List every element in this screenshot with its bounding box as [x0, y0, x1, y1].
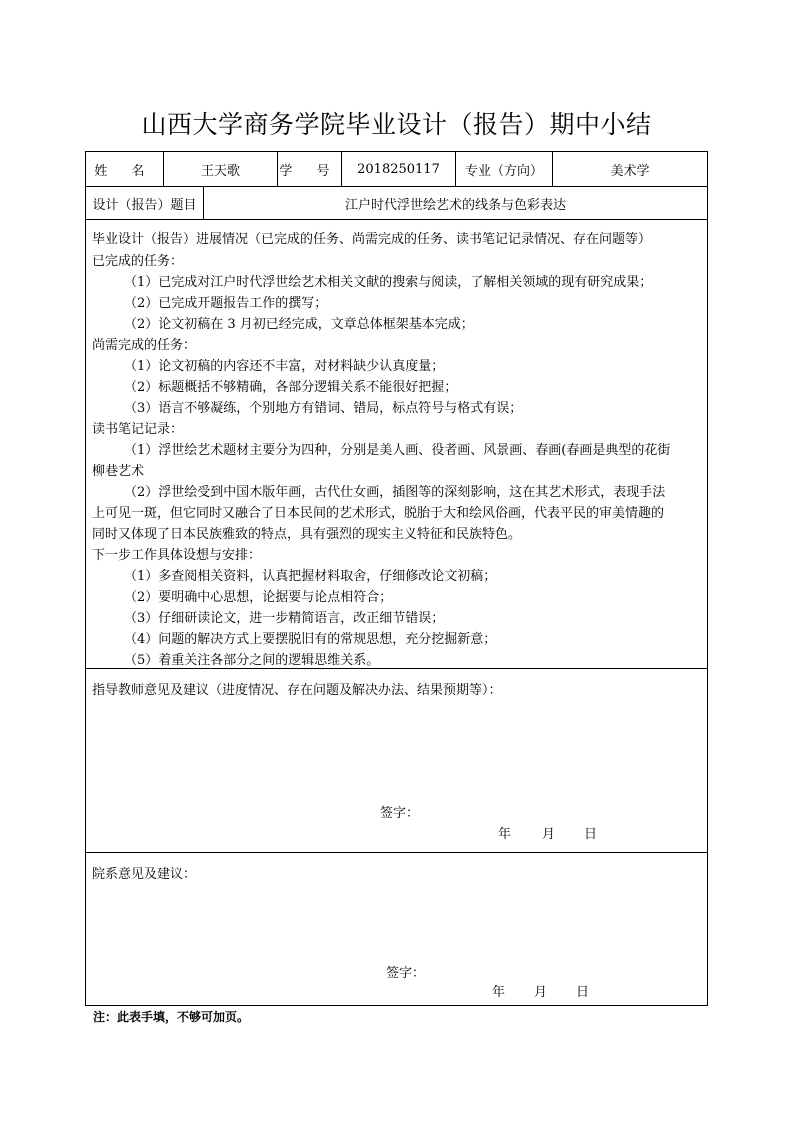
advisor-year: 年	[498, 827, 512, 842]
department-month: 月	[534, 985, 548, 1000]
next-step-item: （5）着重关注各部分之间的逻辑思维关系。	[124, 653, 380, 668]
note-line: （1）浮世绘艺术题材主要分为四种，分别是美人画、役者画、风景画、春画(春画是典型的花街	[124, 443, 671, 458]
pending-item: （3）语言不够凝练，个别地方有错词、错局，标点符号与格式有误；	[124, 401, 523, 416]
advisor-signature-label: 签字：	[380, 806, 420, 821]
report-form	[85, 151, 708, 1006]
next-steps-label: 下一步工作具体设想与安排：	[92, 548, 262, 563]
advisor-day: 日	[584, 827, 598, 842]
department-heading: 院系意见及建议：	[92, 867, 197, 882]
completed-item: （2）论文初稿在 3 月初已经完成，文章总体框架基本完成；	[124, 317, 474, 332]
note-line: （2）浮世绘受到中国木版年画，古代仕女画，插图等的深刻影响，这在其艺术形式，表现手法	[124, 485, 666, 500]
name-label: 姓 名	[86, 152, 164, 186]
notes-label: 读书笔记记录：	[92, 422, 184, 437]
next-step-item: （3）仔细研读论文，进一步精简语言，改正细节错误；	[124, 611, 445, 626]
pending-item: （1）论文初稿的内容还不丰富，对材料缺少认真度量；	[124, 359, 445, 374]
progress-heading: 毕业设计（报告）进展情况（已完成的任务、尚需完成的任务、读书笔记记录情况、存在问题等）	[92, 232, 652, 247]
pending-label: 尚需完成的任务：	[92, 338, 197, 353]
topic-row	[86, 187, 707, 220]
completed-item: （2）已完成开题报告工作的撰写；	[124, 296, 328, 311]
next-step-item: （4）问题的解决方式上要摆脱旧有的常规思想，充分挖掘新意；	[124, 632, 497, 647]
advisor-section[interactable]	[86, 669, 707, 853]
note-line: 同时又体现了日本民族雅致的特点，具有强烈的现实主义特征和民族特色。	[92, 527, 522, 542]
footer-note: 注：此表手填，不够可加页。	[93, 1010, 250, 1024]
info-row	[86, 152, 707, 187]
department-signature-label: 签字：	[386, 966, 426, 981]
progress-section[interactable]	[86, 220, 707, 669]
topic-value[interactable]: 江户时代浮世绘艺术的线条与色彩表达	[344, 197, 566, 213]
name-value[interactable]: 王天歌	[164, 152, 278, 186]
student-id-value[interactable]: 2018250117	[342, 152, 456, 186]
department-year: 年	[492, 985, 506, 1000]
note-line: 柳巷艺术	[92, 464, 145, 479]
department-section[interactable]	[86, 853, 707, 1005]
note-line: 上可见一斑，但它同时又融合了日本民间的艺术形式，脱胎于大和绘风俗画，代表平民的审美情趣的	[92, 506, 665, 521]
next-step-item: （1）多查阅相关资料，认真把握材料取舍，仔细修改论文初稿；	[124, 569, 497, 584]
pending-item: （2）标题概括不够精确，各部分逻辑关系不能很好把握；	[124, 380, 458, 395]
department-day: 日	[576, 985, 590, 1000]
topic-label: 设计（报告）题目	[86, 187, 204, 219]
next-step-item: （2）要明确中心思想，论据要与论点相符合；	[124, 590, 393, 605]
major-value[interactable]: 美术学	[610, 163, 650, 179]
page-title: 山西大学商务学院毕业设计（报告）期中小结	[141, 110, 652, 139]
advisor-month: 月	[542, 827, 556, 842]
student-id-label: 学 号	[278, 152, 342, 186]
completed-item: （1）已完成对江户时代浮世绘艺术相关文献的搜索与阅读，了解相关领域的现有研究成果；	[124, 275, 653, 290]
major-label: 专业（方向）	[456, 152, 553, 186]
completed-label: 已完成的任务：	[92, 254, 184, 269]
advisor-heading: 指导教师意见及建议（进度情况、存在问题及解决办法、结果预期等）：	[92, 683, 502, 698]
